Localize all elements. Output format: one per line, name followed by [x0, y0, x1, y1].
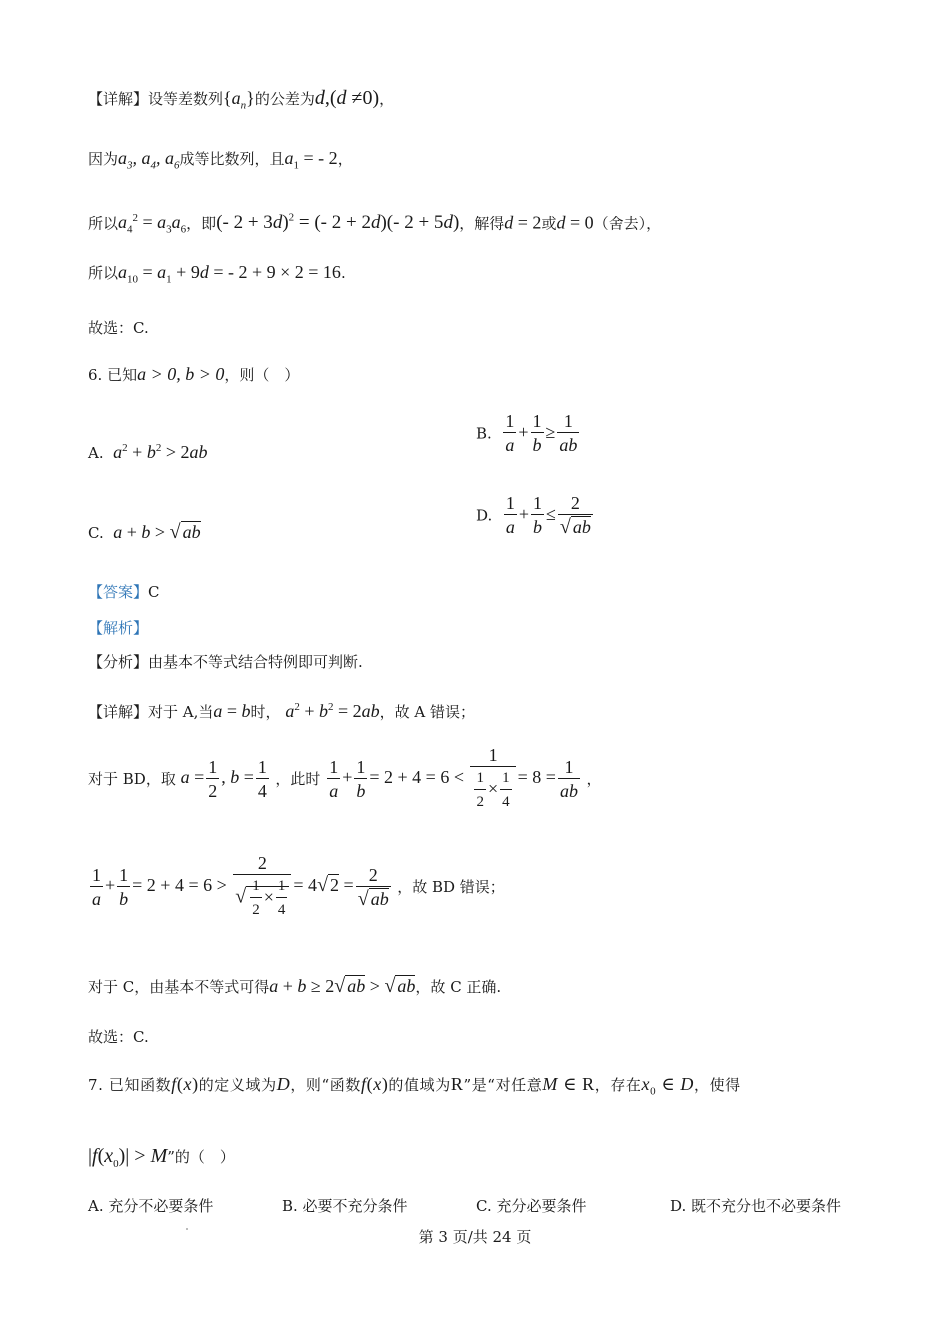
- math-a10: $a_{10} = a_1 + 9d$ = - 2 + 9 × 2 = 16: [118, 262, 341, 286]
- text: 【分析】: [88, 653, 149, 671]
- math-geo: $a_4^2 = a_3a_6$: [118, 212, 187, 236]
- text: .: [340, 264, 346, 282]
- answer-choice-6: [88, 1027, 149, 1047]
- math-bd-1: $\frac{1}{a}$ + $\frac{1}{b}$ = 2 + 4 = 6 < 1 $\frac{1}{2}$ × $\frac{1}{4}$ = 8 = $\frac{1}{ab}$: [325, 767, 586, 787]
- option-6c: [88, 522, 201, 543]
- text: ”的（ ）: [167, 1148, 235, 1166]
- math-opt-c: a + b > √ ab: [113, 521, 201, 543]
- option-6d: [476, 492, 595, 539]
- question-6-stem: [88, 364, 299, 385]
- detail-a: [88, 697, 475, 722]
- answer-line: [88, 582, 160, 602]
- text: ，故 BD 错误；: [397, 878, 505, 896]
- text: ，则“函数: [290, 1076, 361, 1094]
- math-opt-b: $\frac{1}{a}$ + $\frac{1}{b}$ ≥ $\frac{1}{ab}$: [505, 411, 578, 455]
- text: ，使得: [693, 1076, 741, 1094]
- math-D: D: [276, 1074, 291, 1094]
- math-fx0: $|f(x_0)| > M$: [88, 1145, 168, 1170]
- text: C. 充分必要条件: [476, 1197, 587, 1215]
- math-eq: (- 2 + 3d)$^2$ = (- 2 + 2d)(- 2 + 5d): [216, 212, 460, 234]
- detail-c: [88, 976, 501, 997]
- math-d-cond: ,(d ≠0): [324, 87, 380, 109]
- math-fx-2: f(x): [361, 1074, 389, 1094]
- option-7c: [476, 1196, 586, 1216]
- detail-label: 【详解】: [88, 90, 149, 108]
- analysis-label-line: [88, 618, 148, 638]
- text: ，即: [186, 214, 217, 233]
- text: 故选：C.: [88, 1028, 149, 1046]
- text: ，存在: [594, 1076, 642, 1094]
- option-6b: [476, 410, 581, 457]
- math-a-eq-b: a = b: [213, 701, 251, 721]
- text: ，解得: [459, 214, 505, 233]
- option-7a: [88, 1196, 213, 1216]
- math-a3a4a6: $a_3$, $a_4$, $a_6$: [118, 148, 180, 172]
- text: 故选：C.: [88, 319, 149, 337]
- solution-line-4: [88, 262, 346, 290]
- text: ，则（ ）: [224, 366, 300, 384]
- text: ，故 A 错误；: [379, 703, 476, 721]
- text: 的定义域为: [198, 1076, 277, 1094]
- answer-label: 【答案】: [88, 583, 149, 601]
- math-M: M ∈ R: [542, 1074, 595, 1094]
- text: 6. 已知: [88, 366, 138, 384]
- math-x0: $x_0$ ∈ D: [641, 1074, 694, 1098]
- answer-choice-5: [88, 318, 149, 338]
- text: ，此时: [275, 770, 321, 788]
- text: 【详解】: [88, 703, 149, 721]
- math-d: d: [314, 87, 325, 109]
- analysis-label: 【解析】: [88, 619, 149, 637]
- math-c: a + b ≥ 2√ ab > √ ab: [269, 975, 416, 997]
- text: D. 既不充分也不必要条件: [670, 1197, 842, 1215]
- text: 成等比数列，且: [179, 150, 285, 168]
- math-d2: d = 2: [504, 212, 542, 233]
- detail-bd-2: [88, 852, 505, 922]
- text: C.: [88, 524, 104, 542]
- math-a2b2: $a^2 + b^2 = 2ab$: [285, 701, 380, 721]
- math-sequence: $\{a_n\}$: [223, 88, 255, 112]
- math-bd-2: $\frac{1}{a}$ + $\frac{1}{b}$ = 2 + 4 = 6 > 2 √ $\frac{1}{2}$ × $\frac{1}{4}$ = 4√ 2 = $\frac{2}{√ ab}$: [88, 875, 397, 895]
- option-6a: [88, 438, 207, 463]
- text: （舍去），: [593, 214, 662, 233]
- math-cond: a > 0, b > 0: [137, 364, 225, 384]
- question-7-stem-1: [88, 1074, 741, 1102]
- math-fx: f(x): [171, 1074, 199, 1094]
- option-7d: [670, 1196, 841, 1216]
- text: 对于 A,当: [148, 703, 214, 721]
- text: ”是“对任意: [463, 1076, 543, 1094]
- answer-value: C: [148, 583, 160, 601]
- math-R: R: [450, 1074, 464, 1094]
- detail-bd-1: [88, 744, 601, 814]
- math-a1: $a_1$ = - 2: [284, 148, 338, 172]
- text: B. 必要不充分条件: [282, 1197, 408, 1215]
- text: 所以: [88, 214, 119, 233]
- text: B.: [476, 424, 492, 443]
- text: 的公差为: [254, 90, 315, 108]
- text: A.: [88, 444, 104, 462]
- question-7-stem-2: [88, 1146, 235, 1174]
- math-opt-a: $a^2 + b^2 > 2ab$: [113, 442, 208, 462]
- option-7b: [282, 1196, 408, 1216]
- text: 因为: [88, 150, 119, 168]
- text: 对于 C，由基本不等式可得: [88, 978, 270, 996]
- text: ，: [379, 90, 395, 108]
- text: A. 充分不必要条件: [88, 1197, 214, 1215]
- text: 或: [541, 214, 557, 233]
- text: ，: [586, 770, 602, 788]
- solution-line-2: 因为$a_3$, $a_4$, $a_6$成等比数列，且$a_1$ = - 2，: [88, 148, 353, 172]
- math-take: a = $\frac{1}{2}$ , b = $\frac{1}{4}$: [180, 756, 267, 801]
- text: 7. 已知函数: [88, 1076, 172, 1094]
- math-opt-d: $\frac{1}{a}$ + $\frac{1}{b}$ ≤ $\frac{2}{√ ab}$: [505, 493, 591, 538]
- page-footer: 第 3 页/共 24 页: [418, 1228, 532, 1246]
- text: ，故 C 正确.: [415, 978, 502, 996]
- text: 的值域为: [388, 1076, 451, 1094]
- text: 设等差数列: [148, 90, 224, 108]
- text: 由基本不等式结合特例即可判断.: [148, 653, 363, 671]
- text: D.: [476, 506, 493, 525]
- solution-line-1: [88, 88, 394, 116]
- math-d0: d = 0: [556, 212, 594, 233]
- solution-line-3: [88, 208, 661, 240]
- text: 所以: [88, 264, 119, 282]
- text: 时，: [250, 703, 281, 721]
- analysis-line: [88, 652, 363, 672]
- text: 对于 BD，取: [88, 770, 176, 788]
